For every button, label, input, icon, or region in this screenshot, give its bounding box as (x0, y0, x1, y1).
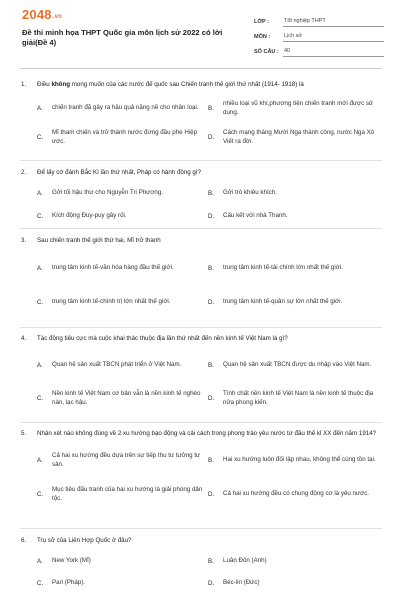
option-b[interactable] (208, 95, 379, 121)
option-a[interactable] (37, 95, 208, 121)
option-key: B. (208, 361, 214, 369)
option-key: D. (208, 298, 215, 306)
meta-value-count: 40 (283, 44, 384, 57)
option-text: Mĩ tham chiến và trở thành nước đứng đầu phe Hiệp ước. (52, 128, 198, 145)
question-separator (20, 327, 382, 328)
option-a[interactable] (37, 352, 208, 378)
option-c[interactable] (37, 576, 208, 590)
question-1 (21, 80, 389, 150)
page-header (0, 0, 400, 64)
option-d[interactable] (208, 576, 379, 590)
question-number: 3. (21, 237, 27, 244)
option-d[interactable] (208, 385, 379, 411)
option-text: Cả hai xu hướng đều có chung động cơ là yêu nước. (223, 490, 370, 498)
option-text: Kích động Đuy-puy gây rối. (52, 212, 127, 220)
option-c[interactable] (37, 289, 208, 315)
option-a[interactable] (37, 554, 208, 568)
option-text: Hai xu hướng luôn đối lập nhau, không thể cùng tồn tại. (223, 456, 376, 464)
header-divider (20, 68, 382, 69)
question-text: Tác động tiêu cực mà cuộc khai thác thuộc địa lần thứ nhất đến nền kinh tế Việt Nam là gì? (37, 335, 288, 342)
option-key: D. (208, 394, 215, 402)
option-key: A. (37, 264, 43, 272)
option-key: A. (37, 104, 43, 112)
meta-label-subject: MÔN : (254, 34, 271, 40)
meta-row-count (254, 42, 384, 57)
question-number: 5. (21, 430, 27, 437)
question-number: 1. (21, 81, 27, 88)
option-text: chiến tranh đã gây ra hậu quả nặng nề cho nhân loại. (52, 104, 199, 112)
option-text: Gởi tối hậu thư cho Nguyễn Tri Phương. (52, 189, 163, 197)
option-b[interactable] (208, 186, 379, 200)
option-a[interactable] (37, 447, 208, 473)
option-key: A. (37, 189, 43, 197)
option-key: A. (37, 361, 43, 369)
option-text: Nền kinh tế Việt Nam cơ bản vẫn là nền kinh tế nghèo nàn, lạc hậu. (52, 389, 201, 406)
option-key: D. (208, 490, 215, 498)
option-text: Cấu kết với nhà Thanh. (223, 212, 288, 220)
option-key: A. (37, 557, 43, 565)
question-text: Nhận xét nào không đúng về 2 xu hướng bạo động và cải cách trong phong trào yêu nước từ đầu thế kỉ XX đến năm 1914? (37, 430, 377, 437)
option-key: A. (37, 456, 43, 464)
option-key: B. (208, 456, 214, 464)
option-text: Quan hệ sản xuất TBCN phát triển ở Việt Nam. (52, 361, 182, 369)
option-text: Luân Đôn (Anh) (223, 557, 267, 565)
question-6 (21, 536, 389, 590)
option-b[interactable] (208, 554, 379, 568)
question-text: Sau chiến tranh thế giới thứ hai, Mĩ trở thành (37, 237, 161, 244)
option-d[interactable] (208, 124, 379, 150)
option-text: trung tâm kinh tế-chính trị lớn nhất thế giới. (52, 298, 171, 306)
option-text: trung tâm kinh tế-quân sự lớn nhất thế giới. (223, 298, 343, 306)
option-text: Cách mạng tháng Mười Nga thành công, nước Nga Xô Viết ra đời. (223, 128, 375, 145)
option-c[interactable] (37, 124, 208, 150)
question-5 (21, 429, 389, 507)
option-c[interactable] (37, 385, 208, 411)
meta-label-class: LỚP : (254, 19, 269, 25)
document-title: Đề thi minh họa THPT Quốc gia môn lịch sử 2022 có lời giải(Đề 4) (22, 28, 223, 47)
question-text: Điều không mong muốn của các nước đế quốc sau Chiến tranh thế giới thứ nhất (1914- 1918) là (37, 81, 304, 88)
option-key: D. (208, 579, 215, 587)
option-key: D. (208, 133, 215, 141)
question-4 (21, 334, 389, 411)
option-text: Gởi trò khiêu khích. (223, 189, 277, 197)
question-3 (21, 236, 389, 315)
logo-suffix: .vn (52, 14, 63, 20)
option-key: C. (37, 133, 44, 141)
option-key: B. (208, 189, 214, 197)
option-b[interactable] (208, 352, 379, 378)
question-separator (20, 160, 382, 161)
question-text: Để lấy cớ đánh Bắc Kì lần thứ nhất, Pháp có hành động gì? (37, 169, 202, 176)
option-text: nhiều loại vũ khí,phương tiện chiến tranh mới được sử dụng. (223, 99, 374, 116)
question-number: 2. (21, 169, 27, 176)
option-key: C. (37, 212, 44, 220)
option-text: Quan hệ sản xuất TBCN được du nhập vào Việt Nam. (223, 361, 372, 369)
option-text: Mục tiêu đấu tranh của hai xu hướng là giải phóng dân tộc. (52, 485, 203, 502)
option-c[interactable] (37, 209, 208, 223)
question-number: 4. (21, 335, 27, 342)
option-key: C. (37, 579, 44, 587)
option-d[interactable] (208, 289, 379, 315)
option-d[interactable] (208, 481, 379, 507)
option-text: Cả hai xu hướng đều dựa trên sự tiếp thu tư tưởng tư sản. (52, 451, 201, 468)
option-c[interactable] (37, 481, 208, 507)
meta-value-class: Tốt nghiệp THPT (283, 14, 384, 27)
option-text: Béc-lin (Đức) (223, 579, 260, 587)
option-text: Pari (Pháp). (52, 579, 86, 587)
option-key: B. (208, 104, 214, 112)
option-b[interactable] (208, 255, 379, 281)
question-separator (20, 422, 382, 423)
question-2 (21, 168, 389, 223)
option-key: D. (208, 212, 215, 220)
meta-value-subject: Lịch sử (283, 29, 384, 42)
option-key: C. (37, 298, 44, 306)
option-text: trung tâm kinh tế-văn hóa hàng đầu thế giới. (52, 264, 174, 272)
option-key: B. (208, 264, 214, 272)
question-text: Trụ sở của Liên Hợp Quốc ở đâu? (37, 537, 132, 544)
meta-label-count: SỐ CÂU : (254, 49, 279, 55)
option-a[interactable] (37, 255, 208, 281)
exam-meta (254, 12, 384, 57)
option-text: trung tâm kinh tế-tài chính lớn nhất thế giới. (223, 264, 343, 272)
meta-row-subject (254, 27, 384, 42)
option-text: Tính chất nền kinh tế Việt Nam là nền kinh tế thuộc địa nửa phong kiến. (223, 389, 374, 406)
site-logo[interactable] (22, 7, 62, 22)
option-key: B. (208, 557, 214, 565)
question-separator (20, 228, 382, 229)
question-separator (20, 528, 382, 529)
question-number: 6. (21, 537, 27, 544)
option-key: C. (37, 394, 44, 402)
logo-main: 2048 (22, 7, 52, 22)
option-a[interactable] (37, 186, 208, 200)
option-text: New York (Mĩ) (52, 557, 91, 565)
meta-row-class (254, 12, 384, 27)
option-d[interactable] (208, 209, 379, 223)
option-b[interactable] (208, 447, 379, 473)
option-key: C. (37, 490, 44, 498)
